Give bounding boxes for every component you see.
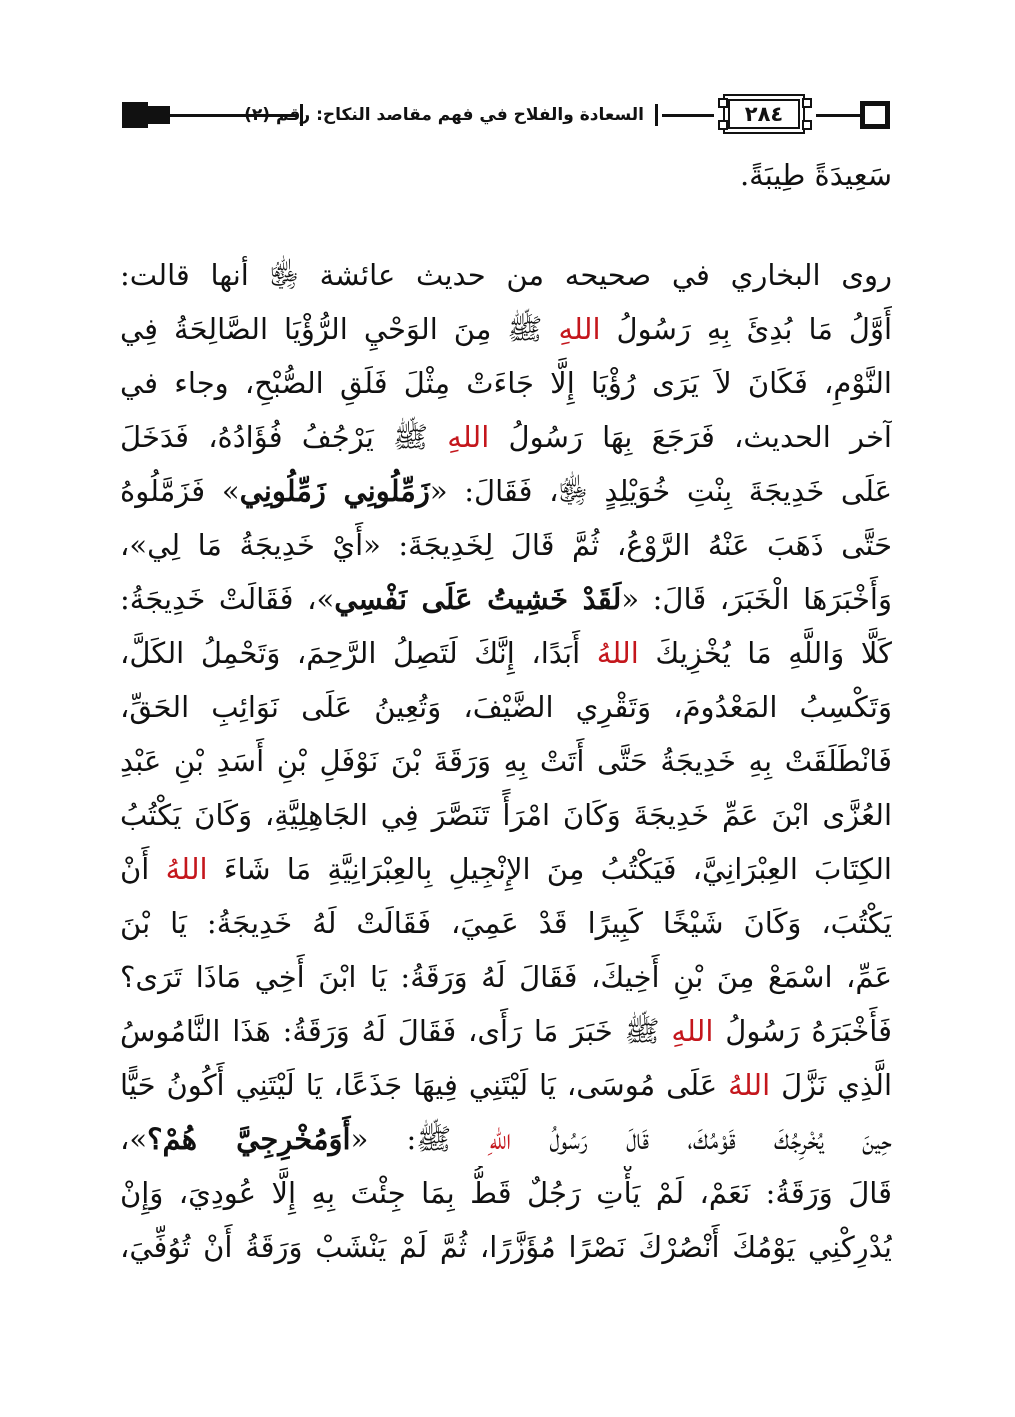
text-segment: أَوَّلُ مَا بُدِئَ بِهِ رَسُولُ [600, 312, 892, 346]
hadith-quote: زَمِّلُونِي زَمِّلُونِي [239, 474, 430, 508]
hadith-quote: أَوَمُخْرِجِيَّ هُمْ؟ [147, 1122, 351, 1156]
header-ornament-square [860, 101, 890, 129]
body-text [120, 148, 892, 1274]
text-segment: روى البخاري في صحيحه من حديث عائشة ﵂ أنها قالت: [120, 258, 892, 292]
text-segment: ﷺ مِنَ الوَحْيِ الرُّؤْيَا الصَّالِحَةُ فِي [120, 312, 559, 346]
text-segment: عَمِّ، اسْمَعْ مِنَ بْنِ أَخِيكَ، فَقَالَ لَهُ وَرَقَةُ: يَا ابْنَ أَخِي مَاذَا تَرَى؟ [120, 960, 892, 994]
header-rule [662, 114, 714, 117]
text-segment: وَأَخْبَرَهَا الْخَبَرَ، قَالَ: « [621, 582, 892, 616]
text-segment: فَأَخْبَرَهُ رَسُولُ [713, 1014, 892, 1048]
text-line [120, 896, 892, 950]
text-segment: » فَزَمَّلُوهُ [120, 474, 240, 508]
text-segment: النَّوْمِ، فَكَانَ لاَ يَرَى رُؤْيَا إِلَّا جَاءَتْ مِثْلَ فَلَقِ الصُّبْحِ، وجاء في [120, 366, 892, 400]
text-segment: حِينَ يُخْرِجُكَ قَوْمُكَ، قَالَ رَسُولُ [511, 1122, 892, 1156]
text-line [120, 572, 892, 626]
text-line [120, 842, 892, 896]
text-line [120, 1004, 892, 1058]
text-segment: قَالَ وَرَقَةُ: نَعَمْ، لَمْ يَأْتِ رَجُلٌ قَطُّ بِمَا جِئْتَ بِهِ إِلَّا عُودِيَ، وَإِنْ [120, 1176, 892, 1210]
text-segment: العُزَّى ابْنَ عَمِّ خَدِيجَةَ وَكَانَ امْرَأً تَنَصَّرَ فِي الجَاهِلِيَّةِ، وَكَانَ يَكْتُبُ [120, 798, 892, 832]
text-line [120, 1166, 892, 1220]
text-segment: آخر الحديث، فَرَجَعَ بِهَا رَسُولُ [489, 420, 892, 454]
text-segment: عَلَى مُوسَى، يَا لَيْتَنِي فِيهَا جَذَعًا، يَا لَيْتَنِي أَكُونُ حَيًّا [120, 1068, 729, 1102]
divine-name: اللهِ [447, 420, 490, 454]
text-line [120, 950, 892, 1004]
text-segment: سَعِيدَةً طِيبَةً. [739, 158, 892, 192]
text-segment: الَّذِي نَزَّلَ [770, 1068, 892, 1102]
text-segment: فَانْطَلَقَتْ بِهِ خَدِيجَةُ حَتَّى أَتَتْ بِهِ وَرَقَةَ بْنَ نَوْفَلِ بْنِ أَسَدِ بْنِ عَبْدِ [120, 744, 892, 778]
header-rule [816, 114, 860, 117]
text-segment: ﷺ يَرْجُفُ فُؤَادُهُ، فَدَخَلَ [120, 420, 448, 454]
text-line [120, 1058, 892, 1112]
book-title: السعادة والفلاح في فهم مقاصد النكاح: رقم (٢) [244, 105, 644, 125]
text-segment: الكِتَابَ العِبْرَانِيَّ، فَيَكْتُبُ مِنَ الإِنْجِيلِ بِالعِبْرَانِيَّةِ مَا شَاءَ [207, 852, 892, 886]
text-segment: وَتَكْسِبُ المَعْدُومَ، وَتَقْرِي الضَّيْفَ، وَتُعِينُ عَلَى نَوَائِبِ الحَقِّ، [120, 690, 892, 724]
text-line [120, 464, 892, 518]
divine-name: اللهِ [671, 1014, 714, 1048]
text-line [120, 148, 892, 202]
text-line [120, 248, 892, 302]
text-segment: يُدْرِكْنِي يَوْمُكَ أَنْصُرْكَ نَصْرًا مُؤَزَّرًا، ثُمَّ لَمْ يَنْشَبْ وَرَقَةُ أَنْ تُوُفِّيَ، [120, 1230, 892, 1264]
text-line [120, 626, 892, 680]
text-line [120, 1220, 892, 1274]
divine-name: اللهُ [165, 852, 208, 886]
text-line [120, 356, 892, 410]
text-segment: أَبَدًا، إِنَّكَ لَتَصِلُ الرَّحِمَ، وَتَحْمِلُ الكَلَّ، [120, 636, 597, 670]
page-number-frame [714, 96, 816, 134]
divine-name: اللهِ [489, 1122, 512, 1156]
frame-ornament [802, 120, 812, 130]
text-line [120, 518, 892, 572]
text-line [120, 302, 892, 356]
divine-name: اللهُ [596, 636, 639, 670]
page-number: ٢٨٤ [744, 102, 784, 126]
text-line [120, 410, 892, 464]
header-ornament-bar [148, 106, 170, 124]
page-header [122, 96, 892, 134]
text-line [120, 680, 892, 734]
text-line [120, 734, 892, 788]
text-segment: ﷺ: « [350, 1122, 490, 1156]
frame-ornament [718, 120, 728, 130]
text-segment: كَلَّا وَاللَّهِ مَا يُخْزِيكَ [638, 636, 892, 670]
header-ornament-square [122, 102, 148, 128]
text-segment: أَنْ [120, 852, 166, 886]
text-line [120, 1112, 892, 1166]
text-segment: ﷺ خَبَرَ مَا رَأَى، فَقَالَ لَهُ وَرَقَةُ: هَذَا النَّامُوسُ [120, 1014, 672, 1048]
divine-name: اللهُ [728, 1068, 771, 1102]
frame-ornament [718, 98, 728, 108]
paragraph-gap [120, 202, 892, 248]
text-segment: يَكْتُبَ، وَكَانَ شَيْخًا كَبِيرًا قَدْ عَمِيَ، فَقَالَتْ لَهُ خَدِيجَةُ: يَا بْنَ [120, 906, 892, 940]
text-segment: عَلَى خَدِيجَةَ بِنْتِ خُوَيْلِدٍ ﵂، فَقَالَ: « [429, 474, 892, 508]
frame-ornament [802, 98, 812, 108]
text-line [120, 788, 892, 842]
header-divider-tick [655, 104, 658, 126]
hadith-quote: لَقَدْ خَشِيتُ عَلَى نَفْسِي [334, 582, 622, 616]
text-segment: حَتَّى ذَهَبَ عَنْهُ الرَّوْعُ، ثُمَّ قَالَ لِخَدِيجَةَ: «أَيْ خَدِيجَةُ مَا لِي»، [120, 528, 892, 562]
text-segment: »، [120, 1122, 148, 1156]
divine-name: اللهِ [558, 312, 601, 346]
text-segment: »، فَقَالَتْ خَدِيجَةُ: [120, 582, 335, 616]
